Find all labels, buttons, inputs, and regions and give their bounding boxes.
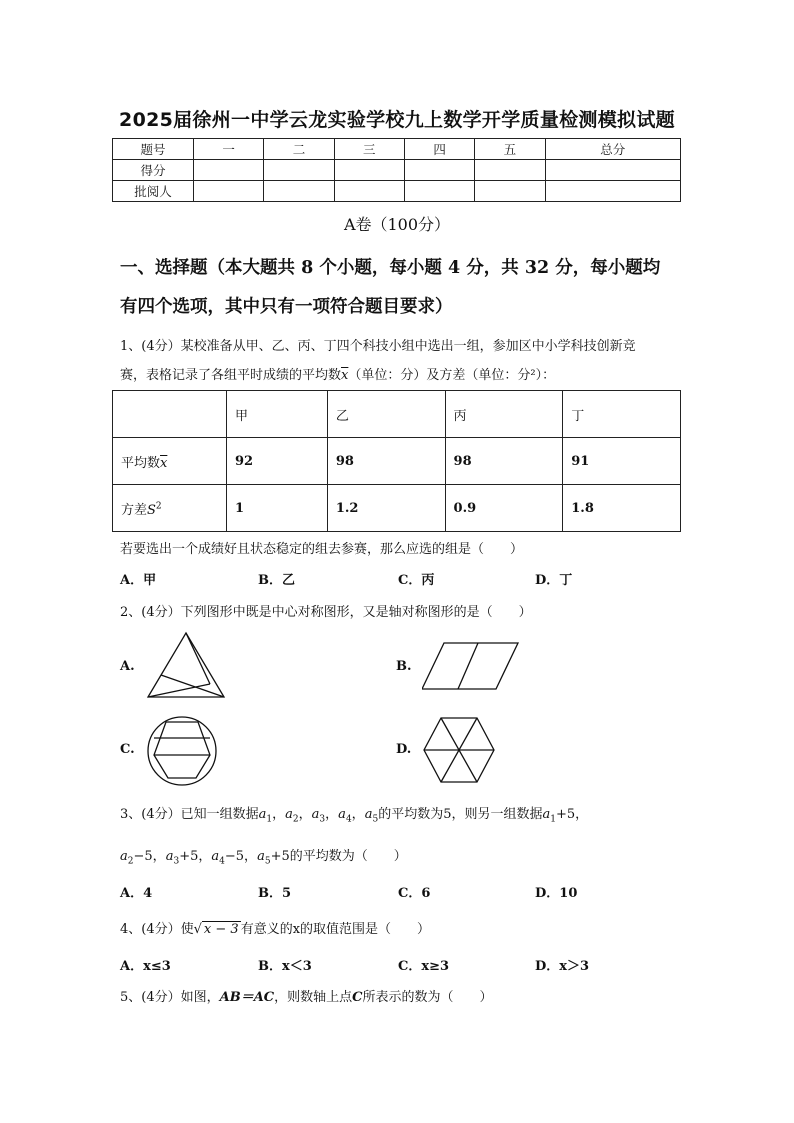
q3-suffix: 的平均数为（ ）: [289, 849, 407, 864]
table-cell: 1.2: [327, 485, 445, 532]
q1-option-a[interactable]: A．甲: [120, 573, 157, 588]
q4-prefix: 4、(4分）使: [120, 922, 194, 937]
section-a-heading: A卷（100分）: [343, 215, 451, 234]
mean-symbol: $\overline{x}$: [341, 368, 349, 383]
table-cell: [113, 438, 227, 485]
table-cell: [475, 181, 545, 202]
table-cell: 0.9: [445, 485, 563, 532]
table-cell: [194, 160, 264, 181]
table-cell: [334, 160, 404, 181]
q2-figure-d-hexagon-icon[interactable]: [422, 716, 496, 784]
q5-stem: [120, 986, 493, 1005]
q1-option-d[interactable]: D．丁: [535, 573, 573, 588]
q3-option-c[interactable]: C．6: [398, 886, 431, 901]
q2-figure-b-parallelogram-icon[interactable]: [422, 640, 520, 692]
table-cell: 四: [404, 139, 474, 160]
q1-line2-b: （单位：分）及方差（单位：分²）：: [348, 368, 556, 383]
table-cell: [264, 181, 334, 202]
table-cell: 一: [194, 139, 264, 160]
table-cell: 91: [563, 438, 681, 485]
q3-line1: 3、(4分）已知一组数据$a_1$，$a_2$，$a_3$，$a_4$，$a_5$的平均数为5，则另一组数据$a_1+5$，: [120, 807, 589, 825]
table-cell: 批阅人: [113, 181, 194, 202]
table-row: [113, 181, 681, 202]
score-table: [112, 138, 681, 202]
table-cell: 二: [264, 139, 334, 160]
table-cell: 三: [334, 139, 404, 160]
q1-question: 若要选出一个成绩好且状态稳定的组去参赛，那么应选的组是（ ）: [120, 542, 524, 557]
table-cell: 98: [445, 438, 563, 485]
q4-option-c[interactable]: C．x≥3: [398, 959, 450, 974]
q4-suffix: 有意义的x的取值范围是（ ）: [240, 922, 431, 937]
table-cell: 得分: [113, 160, 194, 181]
q5-suffix: 所表示的数为（ ）: [362, 990, 493, 1005]
table-cell: [113, 485, 227, 532]
table-cell: 1.8: [563, 485, 681, 532]
q2-figure-c-circle-icon[interactable]: [146, 715, 218, 787]
q1-line2: [120, 364, 555, 383]
q4-radicand: x − 3: [203, 922, 239, 937]
table-cell: 1: [227, 485, 328, 532]
q1-option-c[interactable]: C．丙: [398, 573, 435, 588]
variance-label: 方差: [121, 502, 148, 518]
q1-data-table: [112, 390, 681, 532]
q3-option-d[interactable]: D．10: [535, 886, 578, 901]
q4-option-b[interactable]: B．x＜3: [258, 959, 312, 974]
table-cell: 五: [475, 139, 545, 160]
table-row: [113, 391, 681, 438]
q4-stem: [120, 918, 430, 937]
q4-option-d[interactable]: D．x＞3: [535, 959, 590, 974]
table-cell: 丙: [445, 391, 563, 438]
table-cell: [194, 181, 264, 202]
q3-option-b[interactable]: B．5: [258, 886, 292, 901]
table-row: [113, 485, 681, 532]
q5-point: C: [352, 990, 363, 1005]
table-cell: 题号: [113, 139, 194, 160]
q5-prefix: 5、(4分）如图，: [120, 990, 220, 1005]
table-cell: [475, 160, 545, 181]
table-cell: [113, 391, 227, 438]
variance-symbol: S: [147, 502, 156, 518]
q1-line1: 1、(4分）某校准备从甲、乙、丙、丁四个科技小组中选出一组，参加区中小学科技创新竞: [120, 339, 636, 354]
q1-line2-a: 赛，表格记录了各组平时成绩的平均数: [120, 368, 342, 383]
mean-label: 平均数: [121, 455, 161, 471]
table-row: [113, 139, 681, 160]
part1-heading-line2: 有四个选项，其中只有一项符合题目要求）: [120, 297, 453, 317]
q2-figure-a-triangle-icon[interactable]: [145, 630, 227, 700]
q2-option-b-label[interactable]: B.: [396, 659, 412, 674]
q3-line2: $a_2-5$，$a_3+5$，$a_4-5$，$a_5+5$的平均数为（ ）: [120, 849, 407, 867]
q5-mid: ，则数轴上点: [274, 990, 353, 1005]
variance-exponent: 2: [155, 501, 162, 512]
table-cell: 乙: [327, 391, 445, 438]
table-cell: [545, 160, 680, 181]
table-cell: [264, 160, 334, 181]
q5-equation: AB＝AC: [219, 990, 275, 1005]
q3-mid: 的平均数为5，则另一组数据: [378, 807, 543, 822]
q2-option-a-label[interactable]: A.: [120, 659, 135, 674]
mean-symbol: $\overline{x}$: [160, 455, 168, 471]
table-cell: 98: [327, 438, 445, 485]
q2-option-d-label[interactable]: D.: [396, 742, 412, 757]
table-row: [113, 438, 681, 485]
table-cell: [404, 181, 474, 202]
q3-prefix: 3、(4分）已知一组数据: [120, 807, 259, 822]
page-title: 2025届徐州一中学云龙实验学校九上数学开学质量检测模拟试题: [119, 109, 675, 131]
table-cell: [334, 181, 404, 202]
table-cell: 丁: [563, 391, 681, 438]
table-cell: [545, 181, 680, 202]
table-cell: 甲: [227, 391, 328, 438]
table-row: [113, 160, 681, 181]
q4-option-a[interactable]: A．x≤3: [120, 959, 171, 974]
q1-option-b[interactable]: B．乙: [258, 573, 295, 588]
q2-option-c-label[interactable]: C.: [120, 742, 135, 757]
table-cell: 92: [227, 438, 328, 485]
q2-stem: 2、(4分）下列图形中既是中心对称图形，又是轴对称图形的是（ ）: [120, 605, 532, 620]
part1-heading-line1: 一、选择题（本大题共 8 个小题，每小题 4 分，共 32 分，每小题均: [120, 258, 661, 278]
sqrt-icon: √: [193, 922, 202, 937]
table-cell: [404, 160, 474, 181]
q3-option-a[interactable]: A．4: [120, 886, 153, 901]
table-cell: 总分: [545, 139, 680, 160]
